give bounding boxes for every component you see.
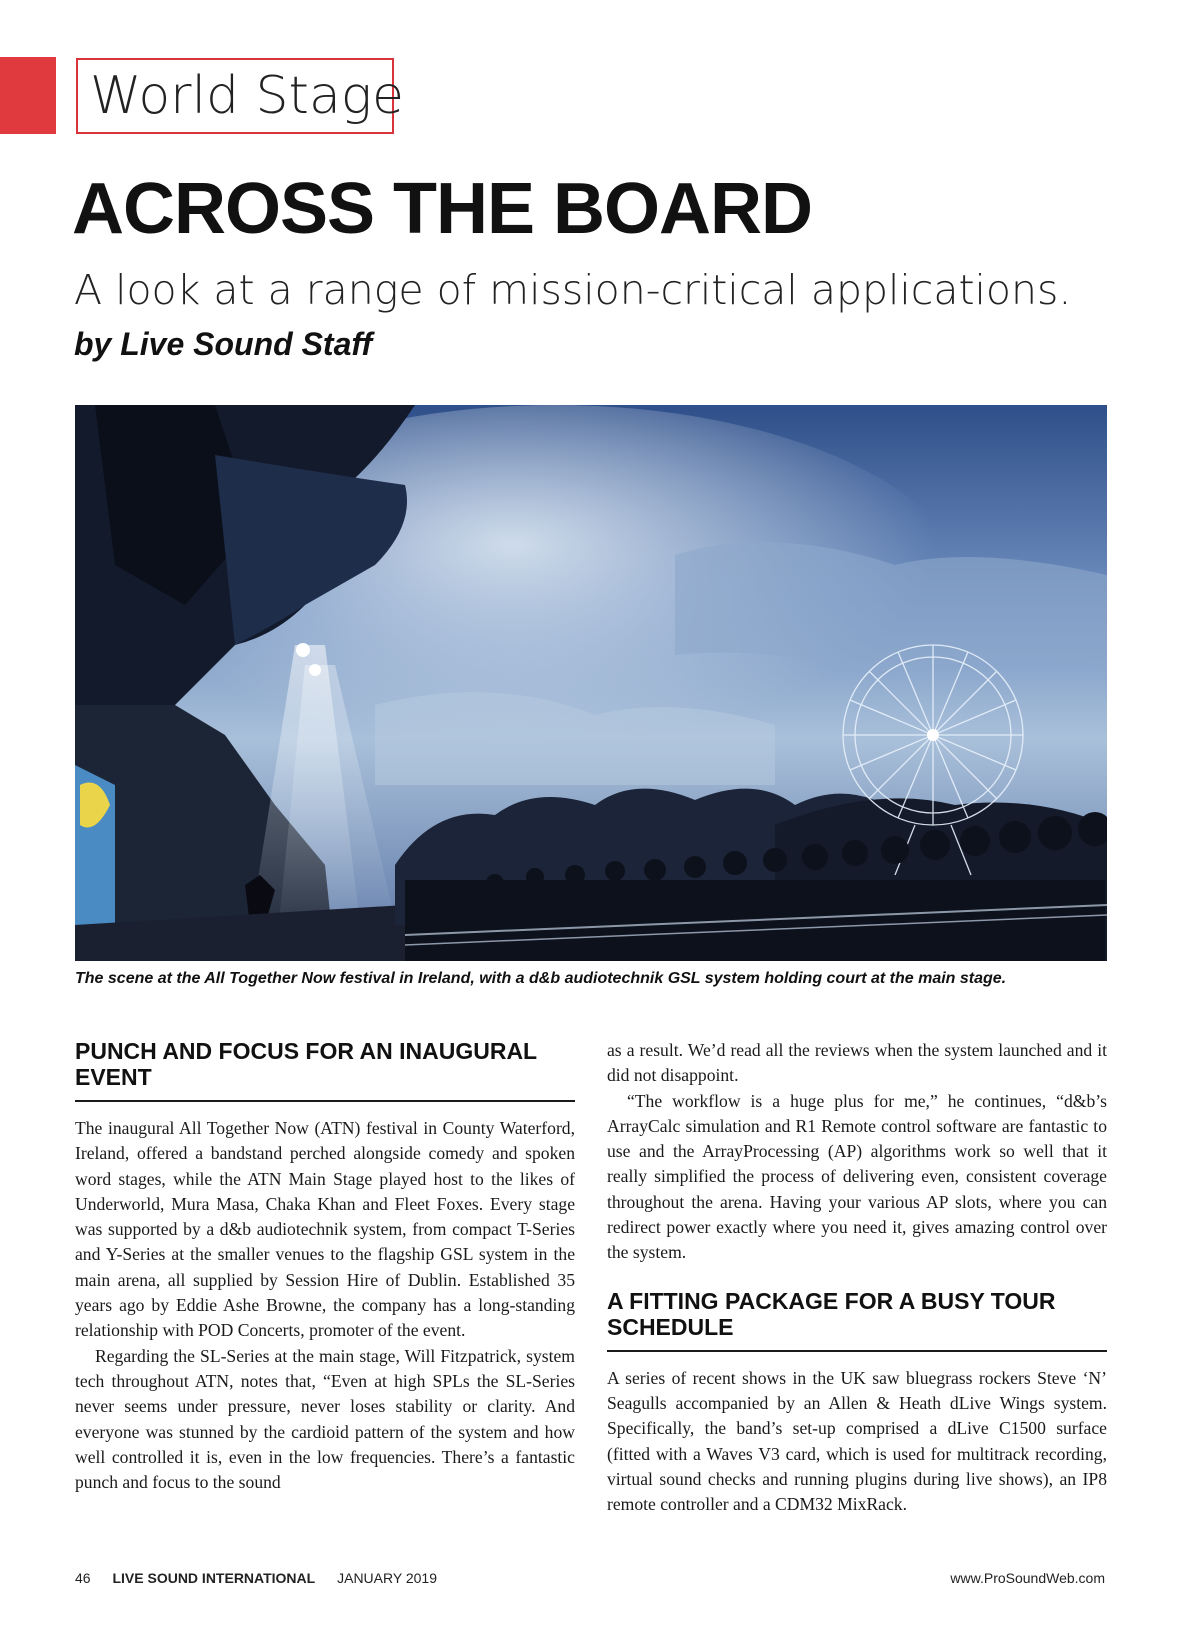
- publication-name: LIVE SOUND INTERNATIONAL: [112, 1570, 316, 1586]
- section-color-tab: [0, 57, 56, 134]
- body-paragraph-continued: as a result. We’d read all the reviews when the system launched and it did not disappoint.: [607, 1040, 1107, 1086]
- page-footer: [75, 1570, 1105, 1590]
- page-number: 46: [75, 1570, 91, 1586]
- subhead-punch-and-focus: PUNCH AND FOCUS FOR AN INAUGURAL EVENT: [75, 1038, 575, 1102]
- issue-date: JANUARY 2019: [337, 1570, 437, 1586]
- section-label: World Stage: [76, 58, 394, 134]
- photo-caption: The scene at the All Together Now festival in Ireland, with a d&b audiotechnik GSL system holding court at the main stage.: [75, 970, 1007, 987]
- body-paragraph: The inaugural All Together Now (ATN) festival in County Waterford, Ireland, offered a bandstand perched alongside comedy and spoken word stages, while the ATN Main Stage played host to the likes of Underworld, Mura Masa, Chaka Khan and Fleet Foxes. Every stage was supported by a d&b audiotechnik system, from compact T-Series and Y-Series at the smaller venues to the flagship GSL system in the main arena, all supplied by Session Hire of Dublin. Established 35 years ago by Eddie Ashe Browne, the company has a long-standing relationship with POD Concerts, promoter of the event.: [75, 1118, 575, 1341]
- body-paragraph: A series of recent shows in the UK saw bluegrass rockers Steve ‘N’ Seagulls accompanied by an Allen & Heath dLive Wings system. Specifically, the band’s set-up comprised a dLive C1500 surface (fitted with a Waves V3 card, which is used for multitrack recording, virtual sound checks and running plugins during live shows), an IP8 remote controller and a CDM32 MixRack.: [607, 1367, 1107, 1515]
- subhead-fitting-package: A FITTING PACKAGE FOR A BUSY TOUR SCHEDULE: [607, 1288, 1107, 1352]
- website-url: www.ProSoundWeb.com: [950, 1570, 1105, 1586]
- byline: by Live Sound Staff: [74, 326, 373, 362]
- body-paragraph: “The workflow is a huge plus for me,” he continues, “d&b’s ArrayCalc simulation and R1 Remote control software are fantastic to use and the ArrayProcessing (AP) algorithms work so well that it really simplified the process of delivering even, consistent coverage throughout the arena. Having your various AP slots, where you can redirect power exactly where you need it, gives amazing control over the system.: [607, 1090, 1107, 1263]
- festival-stage-photo: [75, 405, 1107, 961]
- right-column: [607, 1038, 1107, 1517]
- left-column: [75, 1038, 575, 1495]
- headline: ACROSS THE BOARD: [72, 169, 813, 249]
- deck-subtitle: A look at a range of mission-critical applications.: [74, 266, 1072, 314]
- body-paragraph: Regarding the SL-Series at the main stage, Will Fitzpatrick, system tech throughout ATN, notes that, “Even at high SPLs the SL-Series never seems under pressure, never loses stability or clarity. And everyone was stunned by the cardioid pattern of the system and how well controlled it is, even in the low frequencies. There’s a fantastic punch and focus to the sound: [75, 1345, 575, 1493]
